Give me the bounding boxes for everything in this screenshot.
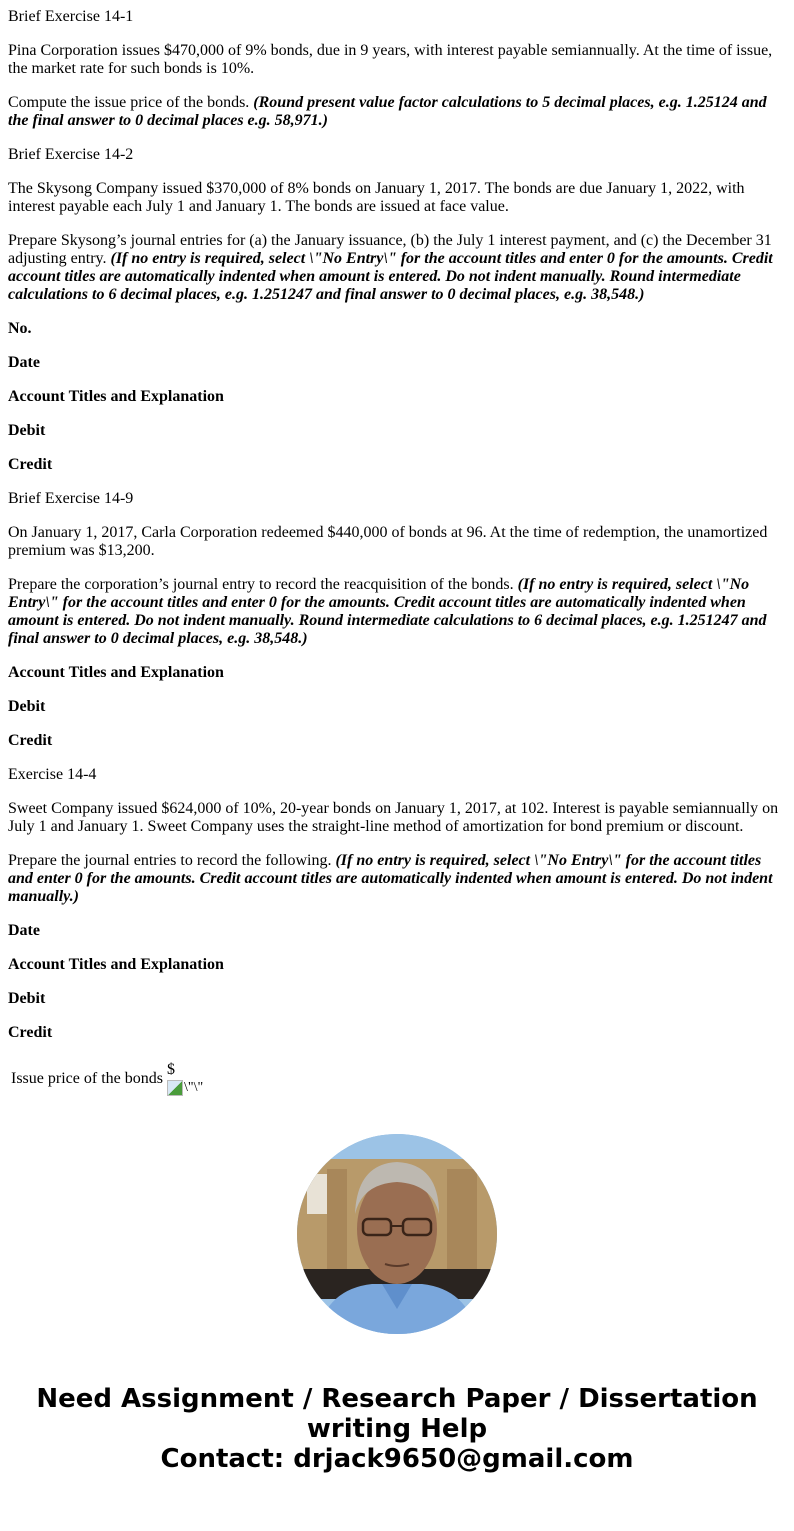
instruction-note: (Round present value factor calculations to 5 decimal places, e.g. 1.25124 and the final answer to 0 decimal places e.g. 58,971.) <box>8 94 767 129</box>
avatar <box>297 1134 497 1334</box>
issue-price-table <box>8 1058 206 1100</box>
exercise-prompt <box>8 94 786 130</box>
exercise-title: Brief Exercise 14-9 <box>8 490 134 507</box>
table-row <box>10 1060 204 1098</box>
avatar-container <box>8 1134 786 1334</box>
image-alt-text: \"\" <box>183 1080 204 1095</box>
column-header-date: Date <box>8 354 40 371</box>
column-header-account-titles: Account Titles and Explanation <box>8 388 224 405</box>
column-header-debit: Debit <box>8 422 46 439</box>
exercise-body: Sweet Company issued $624,000 of 10%, 20-year bonds on January 1, 2017, at 102. Interest is payable semiannually on July 1 and January 1. Sweet Company uses the straight-line method of amortization for bond premium or discount. <box>8 800 779 835</box>
promo-headline: Need Assignment / Research Paper / Dissertation writing Help <box>36 1384 758 1444</box>
exercise-body: The Skysong Company issued $370,000 of 8% bonds on January 1, 2017. The bonds are due January 1, 2022, with interest payable each July 1 and January 1. The bonds are issued at face value. <box>8 180 745 215</box>
prompt-text: Prepare the journal entries to record the following. <box>8 852 336 869</box>
broken-image-icon <box>167 1079 203 1097</box>
prompt-text: Prepare the corporation’s journal entry to record the reacquisition of the bonds. <box>8 576 518 593</box>
column-header-debit: Debit <box>8 698 46 715</box>
document-body <box>0 8 794 1474</box>
instruction-note: (If no entry is required, select \"No Entry\" for the account titles and enter 0 for the amounts. Credit account titles are automatically indented when amount is entered. Do not indent manually. Round intermediate calculations to 6 decimal places, e.g. 1.251247 and final answer to 0 decimal places, e.g. 38,548.) <box>8 250 773 303</box>
column-header-debit: Debit <box>8 990 46 1007</box>
currency-symbol: $ <box>166 1061 175 1078</box>
issue-price-label: Issue price of the bonds <box>11 1070 163 1087</box>
exercise-title: Exercise 14-4 <box>8 766 97 783</box>
column-header-no: No. <box>8 320 32 337</box>
issue-price-input-cell[interactable] <box>166 1060 204 1098</box>
instruction-note: (If no entry is required, select \"No Entry\" for the account titles and enter 0 for the amounts. Credit account titles are automatically indented when amount is entered. Do not indent manually.) <box>8 852 773 905</box>
prompt-text: Compute the issue price of the bonds. <box>8 94 254 111</box>
exercise-body: Pina Corporation issues $470,000 of 9% bonds, due in 9 years, with interest payable semiannually. At the time of issue, the market rate for such bonds is 10%. <box>8 42 773 77</box>
column-header-credit: Credit <box>8 732 53 749</box>
column-header-account-titles: Account Titles and Explanation <box>8 956 224 973</box>
image-placeholder-icon <box>167 1080 183 1096</box>
exercise-prompt <box>8 232 786 304</box>
column-header-credit: Credit <box>8 1024 53 1041</box>
column-header-account-titles: Account Titles and Explanation <box>8 664 224 681</box>
promo-contact: Contact: drjack9650@gmail.com <box>160 1444 634 1474</box>
exercise-title: Brief Exercise 14-1 <box>8 8 134 25</box>
column-header-date: Date <box>8 922 40 939</box>
column-header-credit: Credit <box>8 456 53 473</box>
prompt-text: Prepare Skysong’s journal entries for (a) the January issuance, (b) the July 1 interest payment, and (c) the December 31 adjusting entry. <box>8 232 772 267</box>
exercise-title: Brief Exercise 14-2 <box>8 146 134 163</box>
exercise-prompt <box>8 576 786 648</box>
exercise-prompt <box>8 852 786 906</box>
instruction-note: (If no entry is required, select \"No Entry\" for the account titles and enter 0 for the amounts. Credit account titles are automatically indented when amount is entered. Do not indent manually. Round intermediate calculations to 6 decimal places, e.g. 1.251247 and final answer to 0 decimal places, e.g. 38,548.) <box>8 576 767 647</box>
exercise-body: On January 1, 2017, Carla Corporation redeemed $440,000 of bonds at 96. At the time of redemption, the unamortized premium was $13,200. <box>8 524 768 559</box>
person-photo-icon <box>297 1134 497 1334</box>
promo-banner <box>8 1384 786 1474</box>
